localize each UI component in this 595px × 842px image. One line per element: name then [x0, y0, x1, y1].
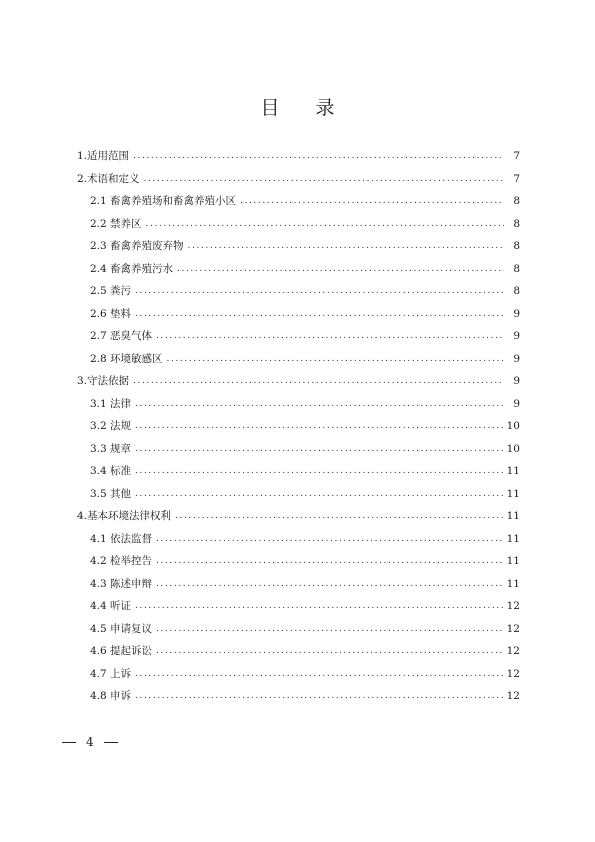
toc-entry-label: 1.适用范围 — [77, 150, 130, 162]
toc-entry-label: 4.基本环境法律权利 — [77, 510, 172, 522]
toc-leader-dots — [188, 236, 504, 256]
page-footer — [62, 735, 118, 749]
toc-entry-page: 9 — [513, 375, 520, 387]
page-title — [0, 93, 595, 120]
toc-entry[interactable] — [77, 146, 520, 166]
toc-entry[interactable] — [90, 326, 520, 346]
toc-entry[interactable] — [90, 461, 520, 481]
toc-entry-page: 11 — [506, 577, 520, 590]
toc-entry-label: 4.1 依法监督 — [90, 532, 153, 545]
footer-page-number: 4 — [86, 735, 94, 749]
toc-entry-page: 10 — [506, 442, 520, 455]
toc-entry[interactable] — [90, 191, 520, 211]
toc-entry-page: 12 — [506, 667, 520, 680]
toc-entry-label: 3.2 法规 — [90, 420, 132, 432]
toc-leader-dots — [135, 596, 503, 616]
toc-entry-page: 8 — [513, 240, 520, 252]
toc-leader-dots — [135, 484, 503, 504]
toc-entry[interactable] — [90, 281, 520, 301]
toc-entry[interactable] — [90, 304, 520, 324]
toc-entry[interactable] — [77, 169, 520, 189]
toc-entry-label: 2.术语和定义 — [77, 172, 140, 185]
toc-leader-dots — [167, 349, 504, 369]
toc-entry[interactable] — [90, 214, 520, 234]
toc-entry-page: 7 — [513, 150, 520, 162]
toc-entry[interactable] — [90, 236, 520, 256]
title-char-2: 录 — [315, 97, 335, 119]
toc-leader-dots — [146, 214, 504, 234]
toc-entry[interactable] — [77, 371, 520, 391]
toc-entry-label: 2.6 垫料 — [90, 307, 132, 320]
toc-leader-dots — [135, 461, 503, 481]
toc-entry-label: 4.3 陈述申辩 — [90, 577, 153, 590]
toc-entry-label: 2.8 环境敏感区 — [90, 352, 163, 365]
toc-entry-label: 4.5 申请复议 — [90, 622, 153, 635]
toc-entry[interactable] — [77, 506, 520, 526]
toc-entry-page: 11 — [506, 465, 520, 477]
toc-leader-dots — [175, 506, 503, 526]
toc-leader-dots — [135, 439, 503, 459]
toc-entry-label: 2.1 畜禽养殖场和畜禽养殖小区 — [90, 195, 237, 207]
toc-entry[interactable] — [90, 349, 520, 369]
toc-entry-page: 8 — [513, 285, 520, 297]
toc-entry-page: 8 — [513, 195, 520, 207]
toc-entry-label: 4.7 上诉 — [90, 667, 132, 680]
toc-entry-page: 11 — [506, 487, 520, 500]
toc-entry[interactable] — [90, 619, 520, 639]
title-char-1: 目 — [260, 97, 280, 119]
toc-leader-dots — [156, 641, 503, 661]
footer-dash-right — [104, 742, 118, 743]
toc-entry[interactable] — [90, 394, 520, 414]
toc-entry-page: 12 — [506, 600, 520, 612]
toc-leader-dots — [135, 394, 504, 414]
toc-entry[interactable] — [90, 416, 520, 436]
toc-leader-dots — [240, 191, 504, 211]
toc-entry-label: 4.2 检举控告 — [90, 555, 153, 567]
toc-entry-page: 12 — [506, 690, 520, 702]
toc-entry[interactable] — [90, 484, 520, 504]
toc-leader-dots — [156, 326, 504, 346]
toc-entry-label: 2.3 畜禽养殖废弃物 — [90, 240, 184, 252]
toc-entry-label: 2.2 禁养区 — [90, 217, 142, 230]
toc-entry[interactable] — [90, 686, 520, 706]
toc-entry-label: 4.8 申诉 — [90, 690, 132, 702]
toc-entry-label: 4.6 提起诉讼 — [90, 645, 153, 657]
toc-leader-dots — [135, 664, 503, 684]
toc-entry-label: 2.7 恶臭气体 — [90, 330, 153, 342]
toc-entry-label: 4.4 听证 — [90, 600, 132, 612]
toc-leader-dots — [156, 529, 503, 549]
toc-entry-page: 12 — [506, 622, 520, 635]
toc-entry[interactable] — [90, 529, 520, 549]
toc-entry-label: 3.5 其他 — [90, 487, 132, 500]
toc-leader-dots — [133, 146, 504, 166]
toc-leader-dots — [177, 259, 504, 279]
toc-entry[interactable] — [90, 551, 520, 571]
toc-entry[interactable] — [90, 259, 520, 279]
toc-entry-label: 3.4 标准 — [90, 465, 132, 477]
toc-entry-label: 2.4 畜禽养殖污水 — [90, 262, 174, 275]
toc-leader-dots — [135, 281, 504, 301]
toc-entry-label: 3.守法依据 — [77, 375, 130, 387]
toc-leader-dots — [135, 416, 503, 436]
toc-leader-dots — [133, 371, 504, 391]
toc-entry-page: 9 — [513, 330, 520, 342]
toc-leader-dots — [135, 304, 504, 324]
toc-entry[interactable] — [90, 641, 520, 661]
toc-leader-dots — [156, 574, 503, 594]
toc-leader-dots — [156, 551, 503, 571]
toc-leader-dots — [156, 619, 503, 639]
toc-entry-page: 12 — [506, 645, 520, 657]
toc-entry-label: 2.5 粪污 — [90, 285, 132, 297]
toc-entry-page: 11 — [506, 510, 520, 522]
toc-entry-page: 10 — [506, 420, 520, 432]
toc-entry-page: 8 — [513, 262, 520, 275]
toc-entry[interactable] — [90, 596, 520, 616]
toc-entry[interactable] — [90, 574, 520, 594]
toc-entry-page: 7 — [513, 172, 520, 185]
toc-entry-page: 8 — [513, 217, 520, 230]
toc-leader-dots — [135, 686, 503, 706]
toc-entry-page: 11 — [506, 532, 520, 545]
toc-entry-page: 9 — [513, 307, 520, 320]
toc-entry-page: 9 — [513, 352, 520, 365]
toc-entry-label: 3.1 法律 — [90, 397, 132, 410]
toc-entry-page: 9 — [513, 397, 520, 410]
toc-entry-label: 3.3 规章 — [90, 442, 132, 455]
toc-entry[interactable] — [90, 664, 520, 684]
footer-dash-left — [62, 742, 76, 743]
toc-entry-page: 11 — [506, 555, 520, 567]
toc-entry[interactable] — [90, 439, 520, 459]
toc-leader-dots — [144, 169, 504, 189]
